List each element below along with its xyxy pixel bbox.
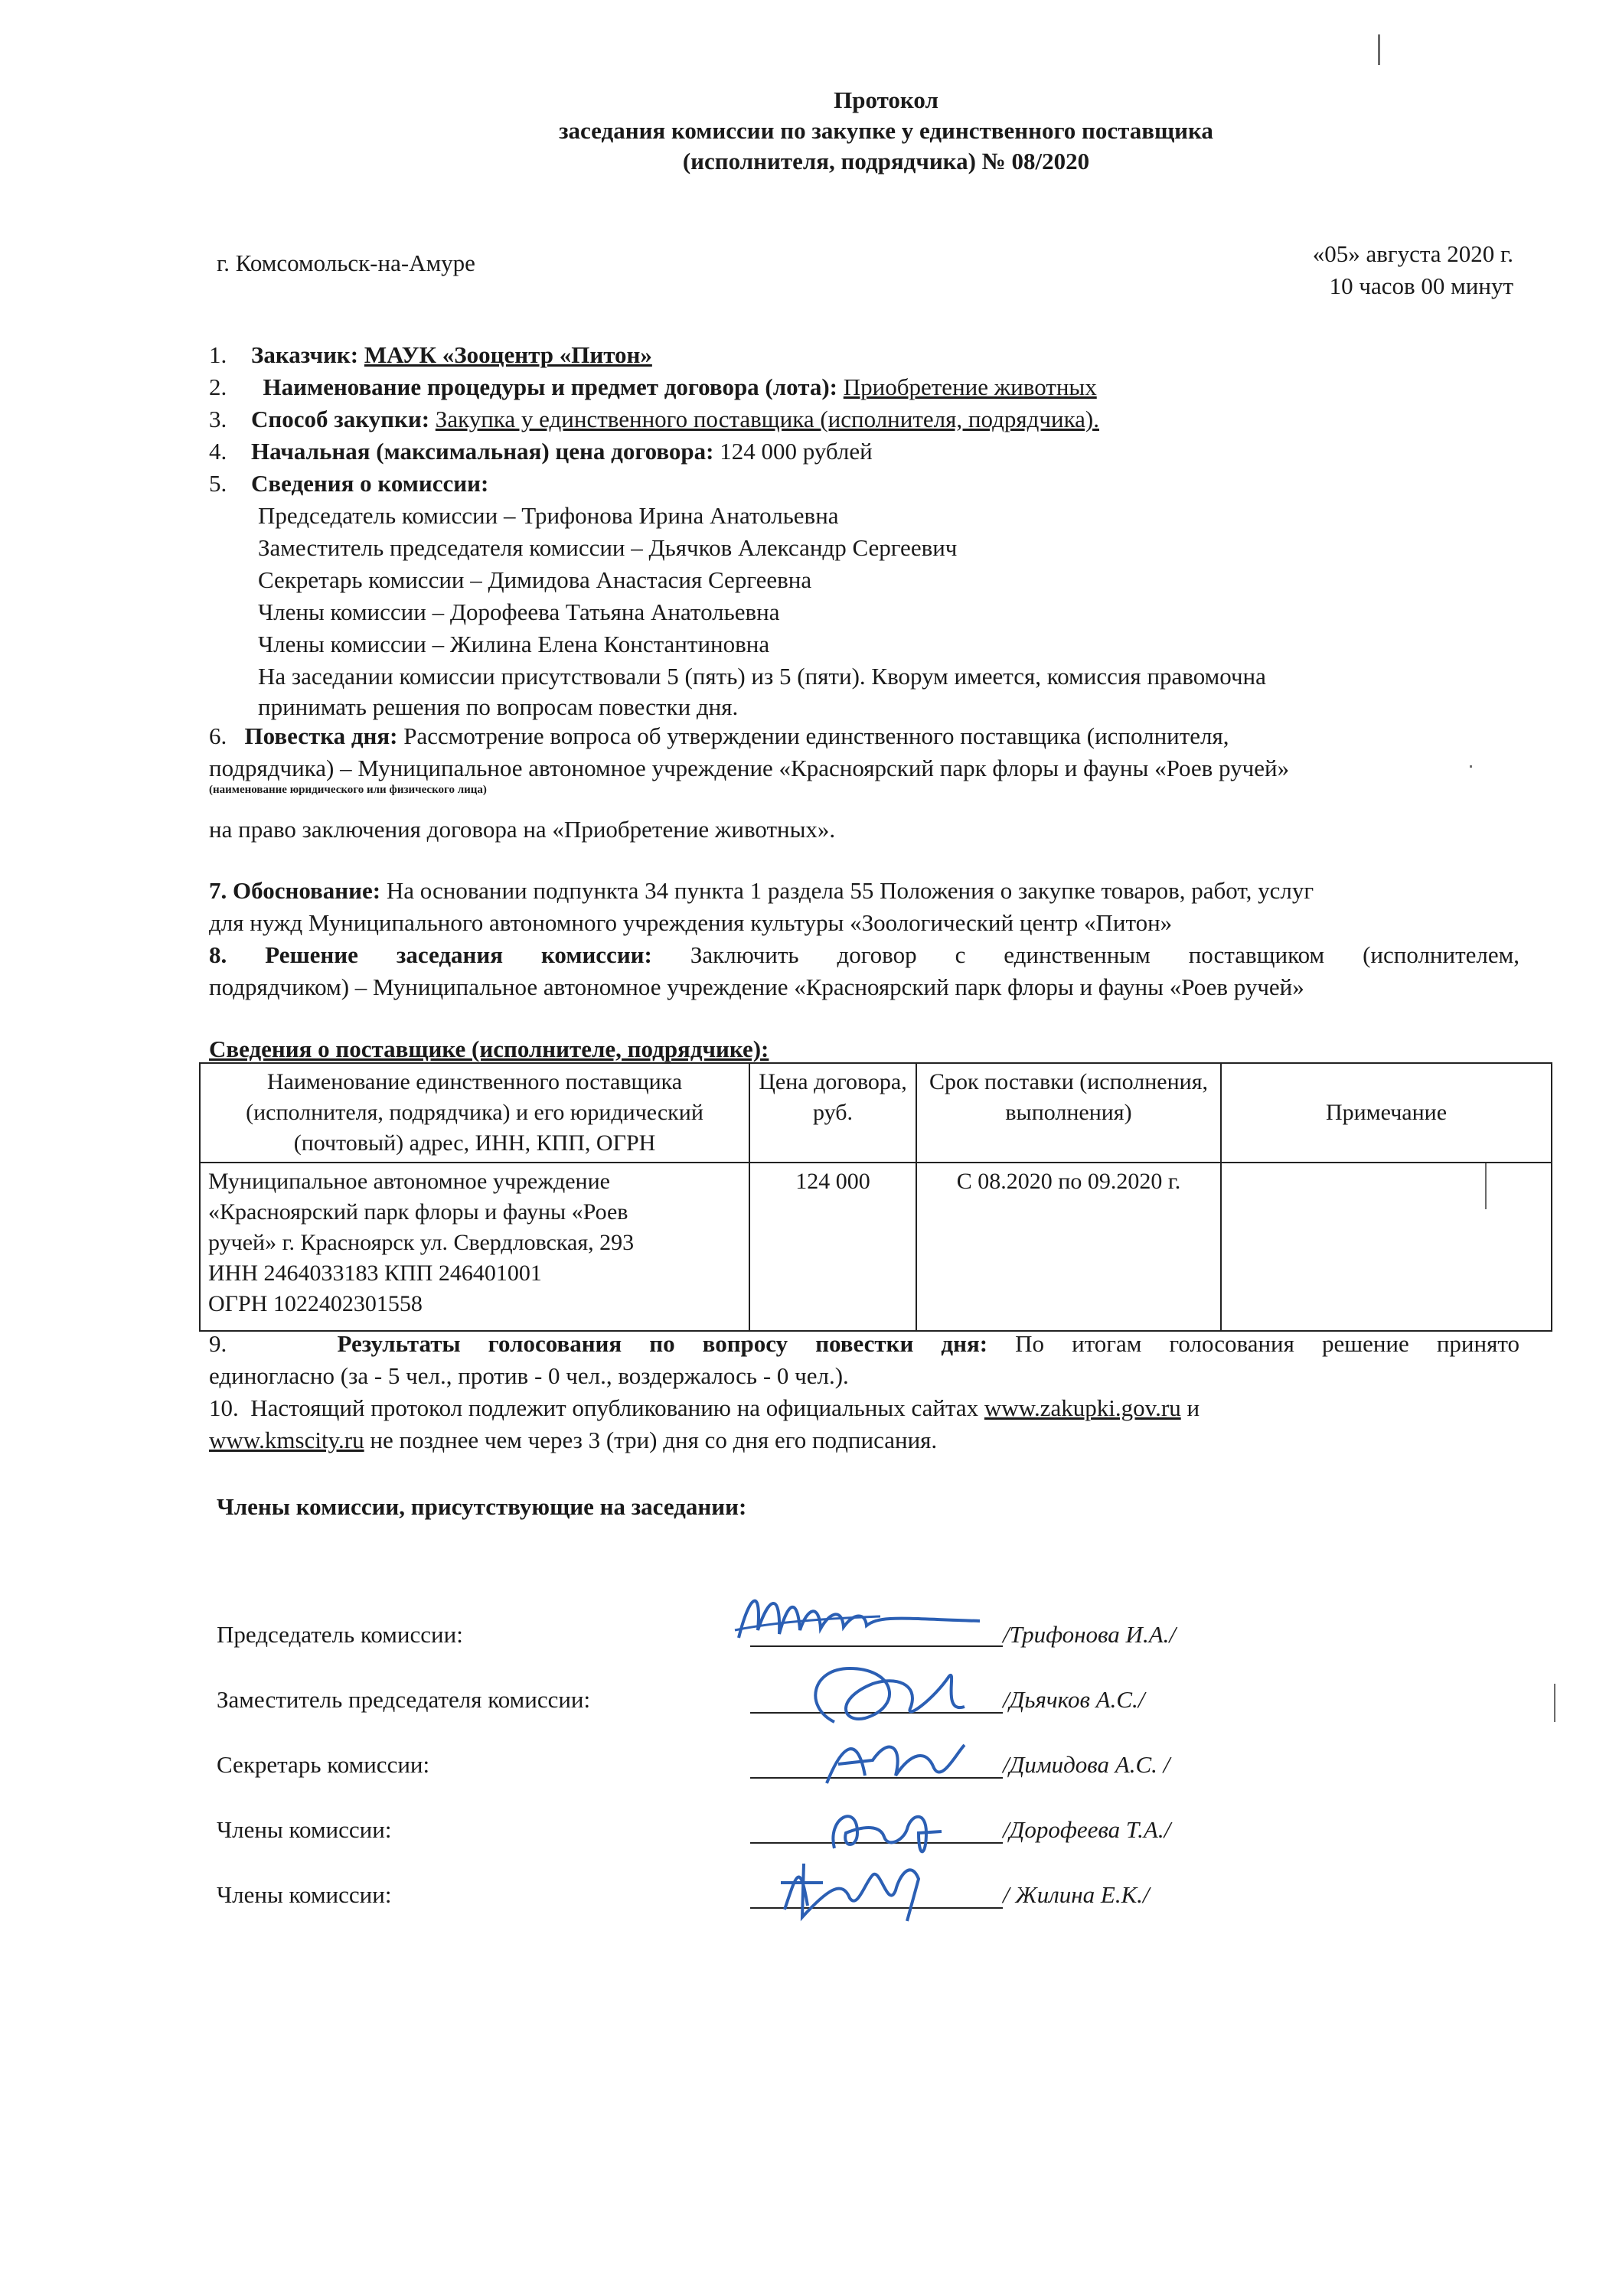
table-row: [200, 1163, 1552, 1331]
commission-deputy: Заместитель председателя комиссии – Дьячков Александр Сергеевич: [258, 534, 958, 561]
item-4: 4. Начальная (максимальная) цена договора: 124 000 рублей: [209, 438, 873, 465]
signature-name-member-2: / Жилина Е.К./: [1003, 1881, 1150, 1908]
signature-name-secretary: /Димидова А.С. /: [1003, 1751, 1170, 1778]
supplier-price-cell: 124 000: [749, 1163, 916, 1331]
scan-artifact: [1554, 1684, 1555, 1722]
link-kmscity[interactable]: www.kmscity.ru: [209, 1427, 364, 1453]
agenda-line-2: подрядчика) – Муниципальное автономное учреждение «Красноярский парк флоры и фауны «Роев ручей»: [209, 755, 1290, 781]
link-zakupki[interactable]: www.zakupki.gov.ru: [984, 1394, 1181, 1421]
signature-role-chair: Председатель комиссии:: [217, 1621, 463, 1648]
signature-name-deputy: /Дьячков А.С./: [1003, 1686, 1145, 1713]
item-3: 3. Способ закупки: Закупка у единственного поставщика (исполнителя, подрядчика).: [209, 406, 1099, 432]
city: г. Комсомольск-на-Амуре: [217, 249, 475, 276]
signature-chair-handwriting: [727, 1577, 1003, 1661]
item-2: 2. Наименование процедуры и предмет договора (лота): Приобретение животных: [209, 373, 1097, 400]
signature-role-secretary: Секретарь комиссии:: [217, 1751, 430, 1778]
doc-subtitle-1: заседания комиссии по закупке у единственного поставщика: [559, 117, 1213, 144]
column-header-price: Цена договора, руб.: [749, 1063, 916, 1163]
basis-line-1: 7. Обоснование: На основании подпункта 34 пункта 1 раздела 55 Положения о закупке товаров, работ, услуг: [209, 877, 1314, 904]
agenda-line-1: 6. Повестка дня: Рассмотрение вопроса об утверждении единственного поставщика (исполнителя,: [209, 722, 1229, 749]
scan-artifact: [1485, 1163, 1487, 1209]
commission-chair: Председатель комиссии – Трифонова Ирина Анатольевна: [258, 502, 839, 529]
doc-title: Протокол: [834, 86, 938, 113]
date: «05» августа 2020 г.: [1312, 240, 1513, 267]
quorum-line-1: На заседании комиссии присутствовали 5 (пять) из 5 (пяти). Кворум имеется, комиссия правомочна: [258, 663, 1266, 690]
column-header-name: Наименование единственного поставщика (исполнителя, подрядчика) и его юридический (почтовый) адрес, ИНН, КПП, ОГРН: [200, 1063, 749, 1163]
column-header-term: Срок поставки (исполнения, выполнения): [916, 1063, 1221, 1163]
voting-line-1: 9. Результаты голосования по вопросу повестки дня: По итогам голосования решение принято: [209, 1330, 1519, 1357]
supplier-note-cell: [1221, 1163, 1552, 1331]
doc-subtitle-2: (исполнителя, подрядчика) № 08/2020: [682, 148, 1090, 174]
signature-role-member-2: Члены комиссии:: [217, 1881, 392, 1908]
item-5: 5. Сведения о комиссии:: [209, 470, 489, 497]
agenda-line-3: на право заключения договора на «Приобретение животных».: [209, 816, 836, 843]
time: 10 часов 00 минут: [1329, 272, 1513, 299]
table-header-row: [200, 1063, 1552, 1163]
supplier-table: [199, 1062, 1552, 1332]
decision-line-2: подрядчиком) – Муниципальное автономное учреждение «Красноярский парк флоры и фауны «Роев ручей»: [209, 974, 1304, 1000]
signatures-heading: Члены комиссии, присутствующие на заседании:: [217, 1493, 747, 1520]
voting-line-2: единогласно (за - 5 чел., против - 0 чел., воздержалось - 0 чел.).: [209, 1362, 849, 1389]
supplier-term-cell: С 08.2020 по 09.2020 г.: [916, 1163, 1221, 1331]
signature-member-2-handwriting: [765, 1844, 942, 1929]
supplier-name-cell: Муниципальное автономное учреждение «Красноярский парк флоры и фауны «Роев ручей» г. Красноярск ул. Свердловская, 293 ИНН 2464033183 КПП 246401001 ОГРН 1022402301558: [200, 1163, 749, 1331]
commission-member-1: Члены комиссии – Дорофеева Татьяна Анатольевна: [258, 598, 780, 625]
item-1: 1. Заказчик: МАУК «Зооцентр «Питон»: [209, 341, 652, 368]
scan-artifact: [1378, 34, 1380, 65]
signature-role-member-1: Члены комиссии:: [217, 1816, 392, 1843]
decision-line-1: 8. Решение заседания комиссии: Заключить договор с единственным поставщиком (исполнителем,: [209, 941, 1519, 968]
quorum-line-2: принимать решения по вопросам повестки дня.: [258, 693, 739, 720]
scan-artifact: [1470, 765, 1472, 768]
column-header-note: Примечание: [1221, 1063, 1552, 1163]
signature-role-deputy: Заместитель председателя комиссии:: [217, 1686, 591, 1713]
commission-secretary: Секретарь комиссии – Димидова Анастасия Сергеевна: [258, 566, 812, 593]
basis-line-2: для нужд Муниципального автономного учреждения культуры «Зоологический центр «Питон»: [209, 909, 1173, 936]
supplier-heading: Сведения о поставщике (исполнителе, подрядчике):: [209, 1035, 769, 1062]
publication-line-1: 10. Настоящий протокол подлежит опубликованию на официальных сайтах www.zakupki.gov.ru и: [209, 1394, 1200, 1421]
publication-line-2: www.kmscity.ru не позднее чем через 3 (три) дня со дня его подписания.: [209, 1427, 938, 1453]
agenda-note: (наименование юридического или физического лица): [209, 784, 487, 796]
commission-member-2: Члены комиссии – Жилина Елена Константиновна: [258, 631, 770, 657]
signature-name-chair: /Трифонова И.А./: [1003, 1621, 1176, 1648]
signature-name-member-1: /Дорофеева Т.А./: [1003, 1816, 1171, 1843]
